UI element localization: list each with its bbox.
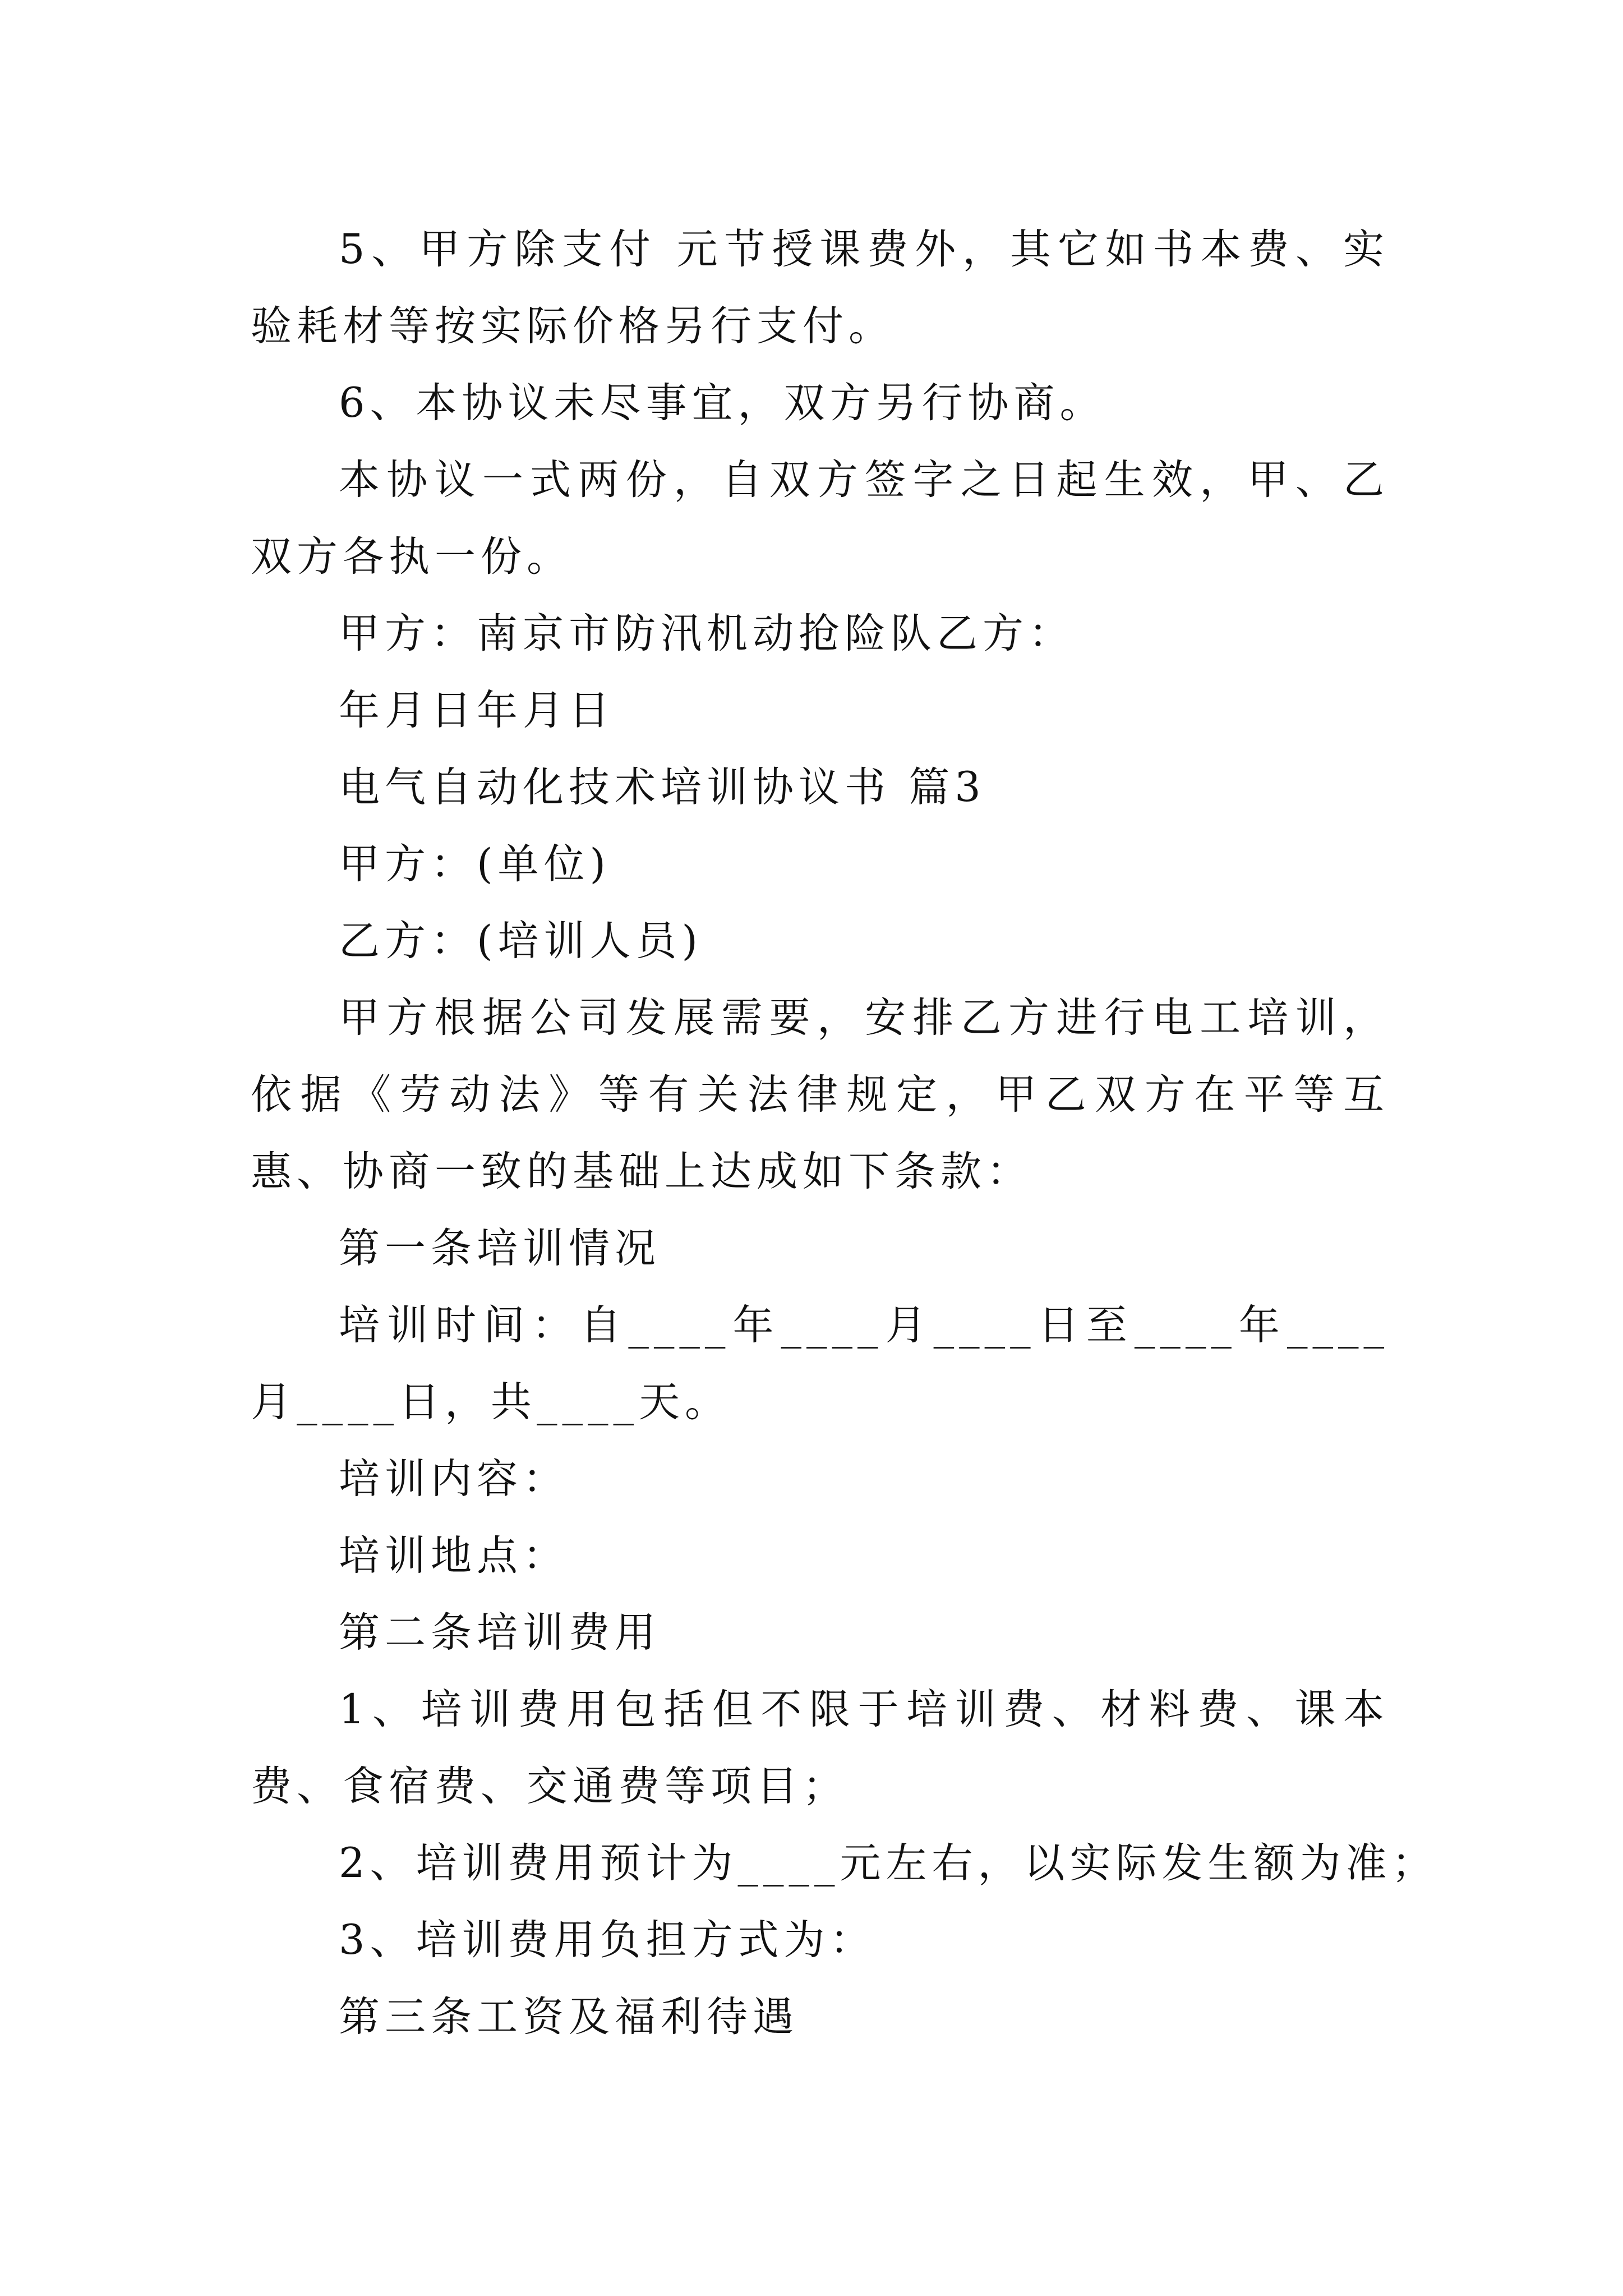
- article-1-heading: 第一条培训情况: [339, 1225, 661, 1272]
- training-content-line: 培训内容：: [339, 1455, 569, 1503]
- training-location-line: 培训地点：: [339, 1532, 569, 1580]
- article-2-heading: 第二条培训费用: [339, 1609, 661, 1657]
- fee-item-3: 3、培训费用负担方式为：: [339, 1916, 876, 1964]
- fee-item-1: 1、培训费用包括但不限于培训费、材料费、课本费、食宿费、交通费等项目；: [251, 1686, 1389, 1810]
- training-time-line: 培训时间：自____年____月____日至____年____月____日，共____天。: [251, 1301, 1389, 1426]
- signature-parties-line: 甲方：南京市防汛机动抢险队乙方：: [339, 610, 1075, 657]
- party-a-line: 甲方：(单位): [339, 840, 611, 888]
- signature-date-line: 年月日年月日: [339, 687, 615, 734]
- agreement-copies-note: 本协议一式两份，自双方签字之日起生效，甲、乙双方各执一份。: [251, 456, 1389, 581]
- clause-5-fees: 5、甲方除支付 元节授课费外，其它如书本费、实验耗材等按实际价格另行支付。: [251, 226, 1389, 350]
- section-title: 电气自动化技术培训协议书 篇3: [339, 763, 986, 811]
- document-body: [251, 211, 1438, 2055]
- fee-item-2: 2、培训费用预计为____元左右，以实际发生额为准；: [339, 1839, 1438, 1887]
- preamble-paragraph: 甲方根据公司发展需要，安排乙方进行电工培训，依据《劳动法》等有关法律规定，甲乙双方在平等互惠、协商一致的基础上达成如下条款：: [251, 994, 1389, 1195]
- party-b-line: 乙方：(培训人员): [339, 917, 703, 965]
- article-3-heading: 第三条工资及福利待遇: [339, 1993, 799, 2041]
- clause-6-other-matters: 6、本协议未尽事宜，双方另行协商。: [339, 379, 1106, 427]
